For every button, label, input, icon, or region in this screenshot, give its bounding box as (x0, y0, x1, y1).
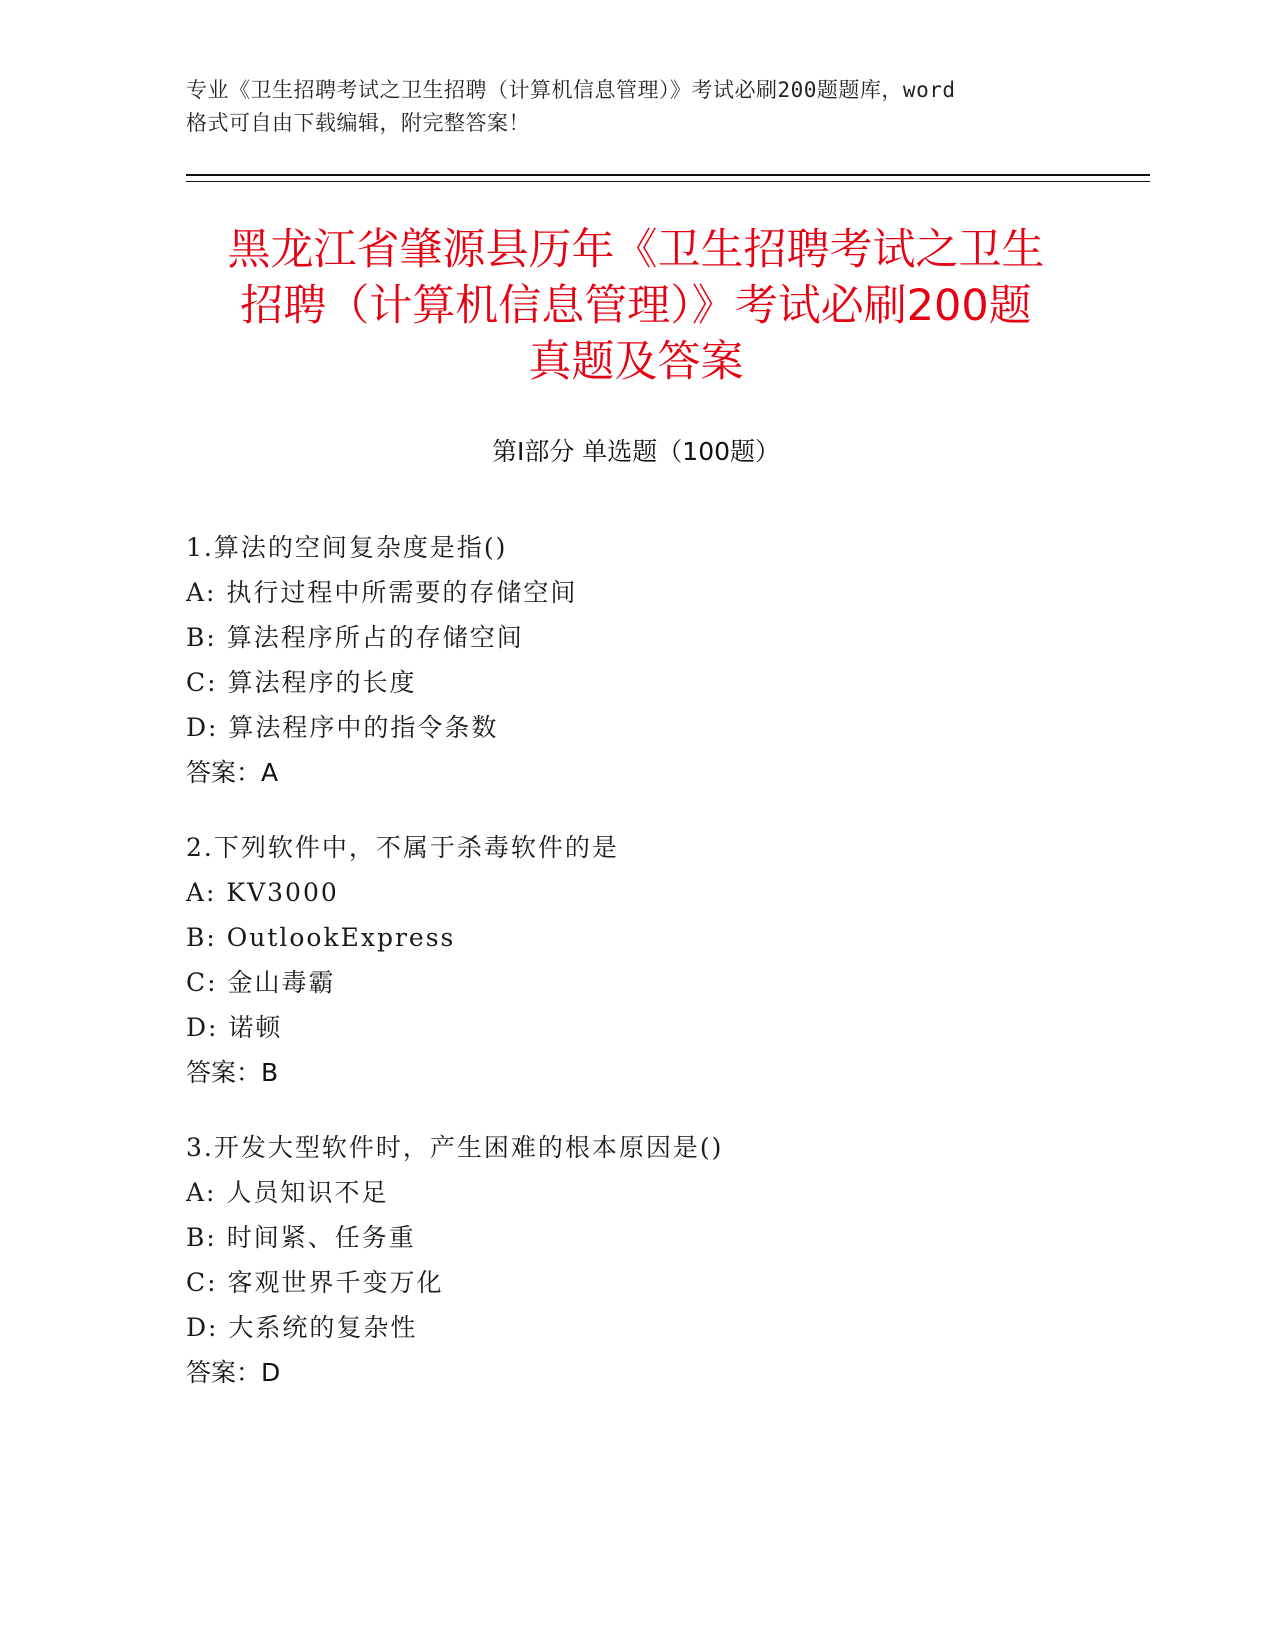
answer-line: 答案：A (186, 758, 279, 787)
option-d: D: 大系统的复杂性 (186, 1313, 418, 1342)
question-3 (186, 1125, 1106, 1395)
document-title-line-2: 招聘（计算机信息管理）》考试必刷200题 (240, 281, 1032, 331)
option-a: A: 执行过程中所需要的存储空间 (186, 578, 578, 607)
section-title: 第Ⅰ部分 单选题（100题） (491, 437, 781, 466)
header-note-line-1: 专业《卫生招聘考试之卫生招聘（计算机信息管理）》考试必刷200题题库，word (186, 78, 956, 102)
answer-line: 答案：B (186, 1058, 279, 1087)
option-b: B: 算法程序所占的存储空间 (186, 623, 524, 652)
question-stem: 1.算法的空间复杂度是指() (186, 533, 508, 562)
question-stem: 2.下列软件中，不属于杀毒软件的是 (186, 833, 619, 862)
question-list (186, 525, 1106, 1425)
document-title-line-1: 黑龙江省肇源县历年《卫生招聘考试之卫生 (227, 225, 1045, 275)
option-c: C: 金山毒霸 (186, 968, 336, 997)
header-divider-thin (186, 181, 1150, 182)
option-d: D: 诺顿 (186, 1013, 283, 1042)
option-c: C: 客观世界千变万化 (186, 1268, 444, 1297)
document-title (186, 222, 1086, 390)
option-c: C: 算法程序的长度 (186, 668, 417, 697)
option-a: A: 人员知识不足 (186, 1178, 389, 1207)
option-d: D: 算法程序中的指令条数 (186, 713, 499, 742)
header-divider-thick (186, 174, 1150, 176)
document-title-line-3: 真题及答案 (528, 337, 744, 387)
header-note (186, 74, 1086, 140)
option-a: A: KV3000 (186, 878, 339, 907)
question-1 (186, 525, 1106, 795)
option-b: B: 时间紧、任务重 (186, 1223, 416, 1252)
option-b: B: OutlookExpress (186, 923, 456, 952)
question-stem: 3.开发大型软件时，产生困难的根本原因是() (186, 1133, 724, 1162)
answer-line: 答案：D (186, 1358, 281, 1387)
question-2 (186, 825, 1106, 1095)
header-note-line-2: 格式可自由下载编辑，附完整答案！ (186, 111, 530, 135)
